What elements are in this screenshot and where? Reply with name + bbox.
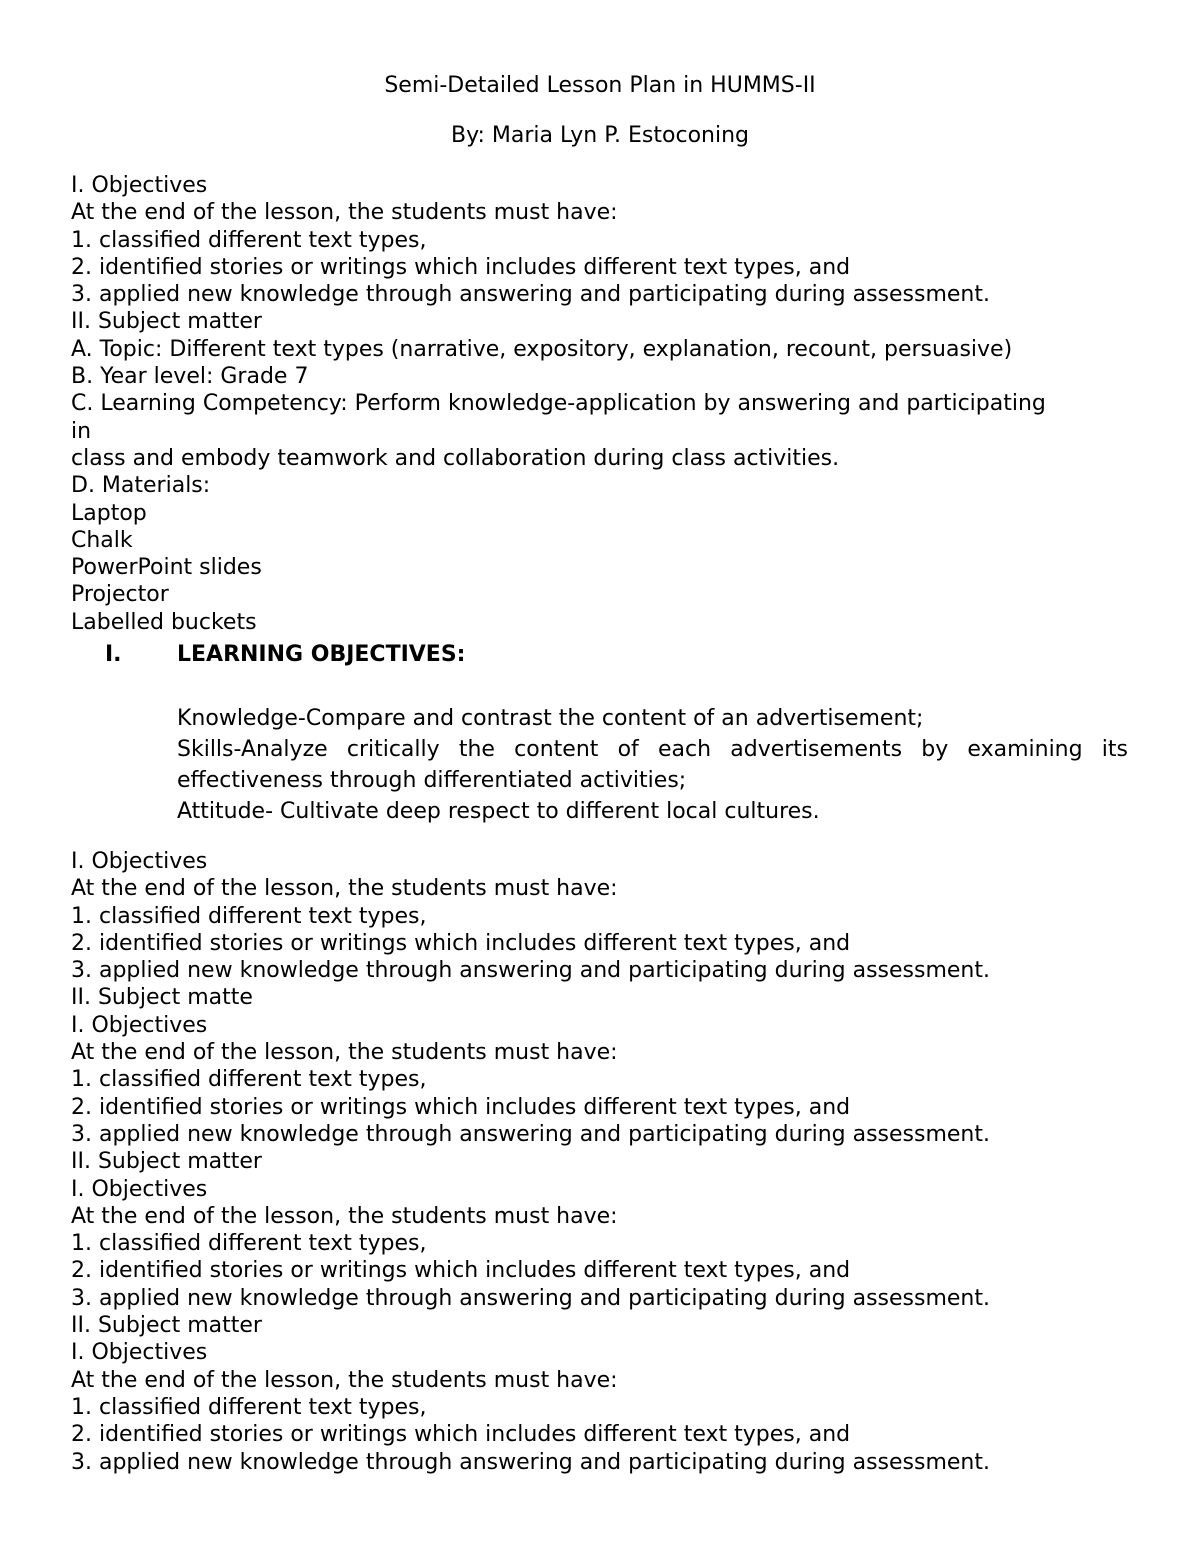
learning-objectives-heading [105,641,465,668]
document-line: 3. applied new knowledge through answering and participating during assessment. [71,1121,990,1147]
document-line: II. Subject matte [71,985,253,1011]
objective-knowledge: Knowledge-Compare and contrast the content of an advertisement; [177,706,924,731]
document-line: Projector [71,582,169,608]
document-line: At the end of the lesson, the students must have: [71,200,618,226]
document-line: 1. classified different text types, [71,903,427,929]
document-line: I. Objectives [71,1176,208,1202]
document-line: class and embody teamwork and collaboration during class activities. [71,445,840,471]
document-line: At the end of the lesson, the students must have: [71,876,618,902]
objective-attitude: Attitude- Cultivate deep respect to different local cultures. [177,799,820,824]
document-line: C. Learning Competency: Perform knowledge-application by answering and participating [71,391,1046,417]
document-line: 2. identified stories or writings which includes different text types, and [71,930,851,956]
document-line: I. Objectives [71,1340,208,1366]
document-line: 3. applied new knowledge through answering and participating during assessment. [71,282,990,308]
document-author: By: Maria Lyn P. Estoconing [451,123,749,148]
document-line: 2. identified stories or writings which includes different text types, and [71,1422,851,1448]
document-line: Chalk [71,527,133,553]
document-line: PowerPoint slides [71,555,262,581]
document-line: II. Subject matter [71,309,262,335]
document-line: 2. identified stories or writings which includes different text types, and [71,1094,851,1120]
document-line: 1. classified different text types, [71,1231,427,1257]
document-line: I. Objectives [71,173,208,198]
document-line: 3. applied new knowledge through answering and participating during assessment. [71,1449,990,1475]
document-line: II. Subject matter [71,1313,262,1339]
document-line: A. Topic: Different text types (narrative, expository, explanation, recount, persuasive) [71,336,1013,362]
document-line: 1. classified different text types, [71,1394,427,1420]
document-line: At the end of the lesson, the students must have: [71,1203,618,1229]
learning-objectives-title: LEARNING OBJECTIVES: [177,642,466,667]
document-line: II. Subject matter [71,1149,262,1175]
document-line: 3. applied new knowledge through answering and participating during assessment. [71,1285,990,1311]
section-objectives-subject-matter [71,172,1131,636]
document-title: Semi-Detailed Lesson Plan in HUMMS-II [384,73,816,98]
learning-objectives-number: I. [105,642,122,667]
document-line: 2. identified stories or writings which includes different text types, and [71,254,851,280]
learning-objectives-list [177,703,1128,827]
document-line: 3. applied new knowledge through answering and participating during assessment. [71,958,990,984]
document-line: Laptop [71,500,147,526]
document-line: 1. classified different text types, [71,227,427,253]
document-line: I. Objectives [71,849,208,874]
objective-skills: Skills-Analyze critically the content of each advertisements by examining its effectiveness through differentiated activities; [177,737,1128,793]
document-line: in [71,418,92,444]
document-line: Labelled buckets [71,609,257,635]
document-line: At the end of the lesson, the students must have: [71,1040,618,1066]
document-line: B. Year level: Grade 7 [71,364,309,390]
document-line: At the end of the lesson, the students must have: [71,1367,618,1393]
document-line: D. Materials: [71,473,211,499]
document-line: I. Objectives [71,1012,208,1038]
section-repeated-objectives [71,848,1131,1476]
document-line: 2. identified stories or writings which includes different text types, and [71,1258,851,1284]
document-line: 1. classified different text types, [71,1067,427,1093]
